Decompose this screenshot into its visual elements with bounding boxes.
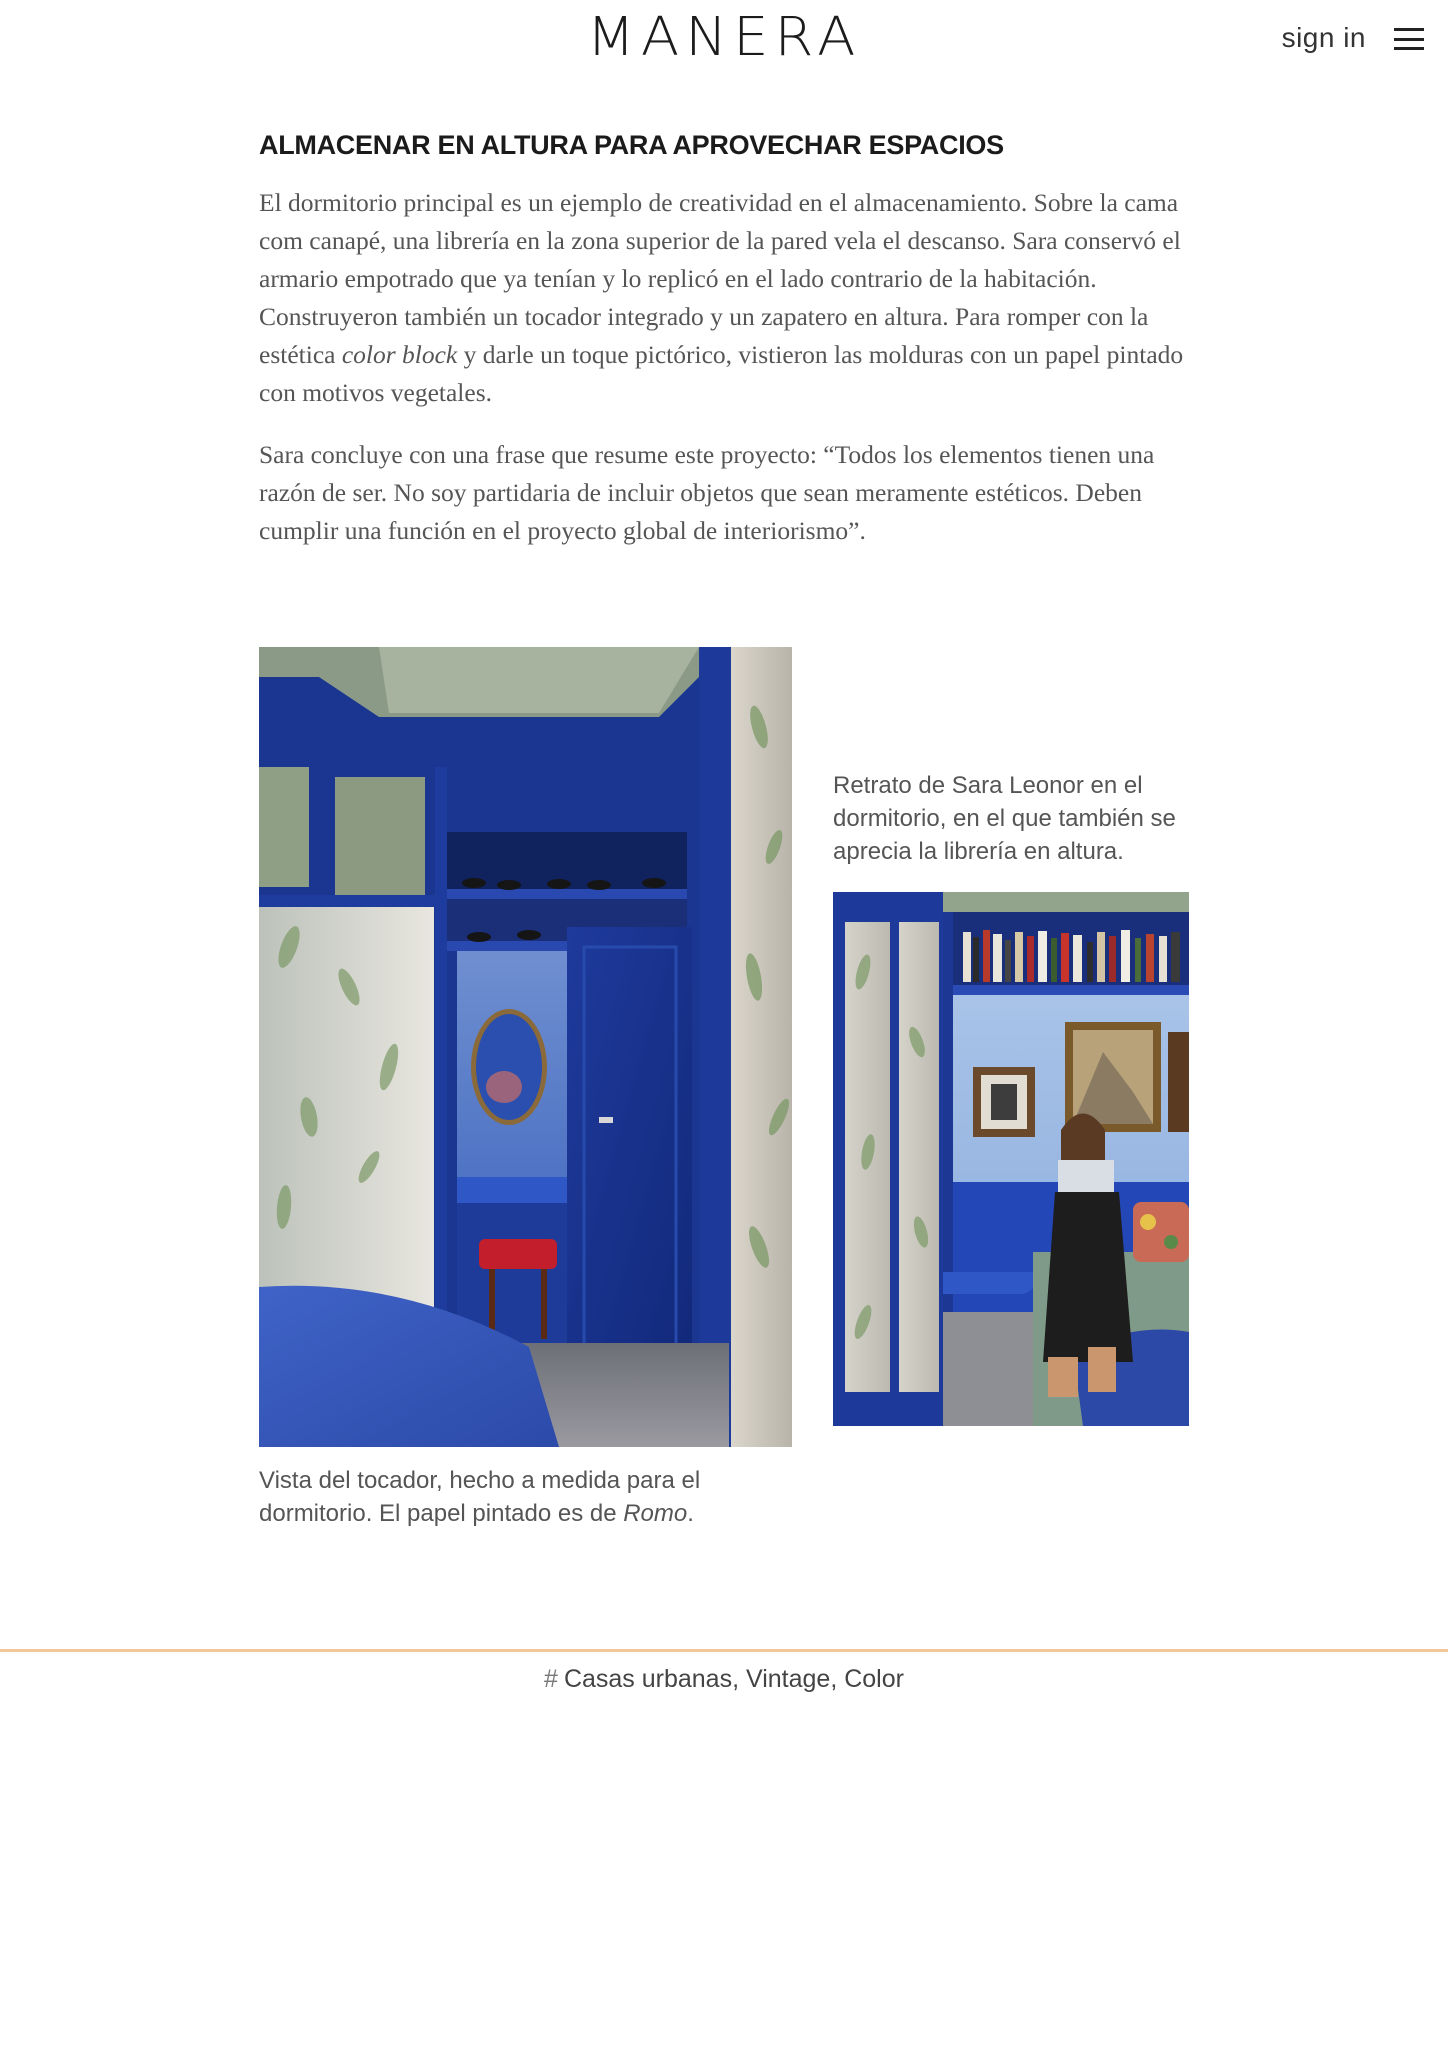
menu-icon[interactable] bbox=[1394, 28, 1424, 50]
site-header bbox=[0, 0, 1448, 80]
photo-portrait bbox=[833, 892, 1189, 1426]
article-body bbox=[259, 128, 1189, 550]
photo-dressing-table bbox=[259, 647, 792, 1447]
article-tags bbox=[0, 1665, 1448, 1694]
hash-icon: # bbox=[544, 1665, 558, 1693]
sign-in-link[interactable]: sign in bbox=[1281, 22, 1366, 53]
tags-links[interactable]: Casas urbanas, Vintage, Color bbox=[563, 1665, 904, 1693]
tags-divider bbox=[0, 1649, 1448, 1652]
caption-dressing-table: Vista del tocador, hecho a medida para el dormitorio. El papel pintado es de Romo. bbox=[259, 1467, 701, 1527]
site-logo[interactable]: MANERA bbox=[586, 6, 862, 69]
paragraph-1: El dormitorio principal es un ejemplo de creatividad en el almacenamiento. Sobre la cama com canapé, una librería en la zona superior de la pared vela el descanso. Sara conservó el armario empotrado que ya tenían y lo replicó en el lado contrario de la habitación. Construyeron también un tocador integrado y un zapatero en altura. Para romper con la estética color block y darle un toque pictórico, vistieron las molduras con un papel pintado con motivos vegetales. bbox=[259, 188, 1184, 407]
paragraph-2: Sara concluye con una frase que resume este proyecto: “Todos los elementos tienen una razón de ser. No soy partidaria de incluir objetos que sean meramente estéticos. Deben cumplir una función en el proyecto global de interiorismo”. bbox=[259, 440, 1155, 545]
caption-portrait: Retrato de Sara Leonor en el dormitorio, en el que también se aprecia la librería en altura. bbox=[833, 772, 1176, 865]
section-title: ALMACENAR EN ALTURA PARA APROVECHAR ESPACIOS bbox=[259, 130, 1004, 160]
